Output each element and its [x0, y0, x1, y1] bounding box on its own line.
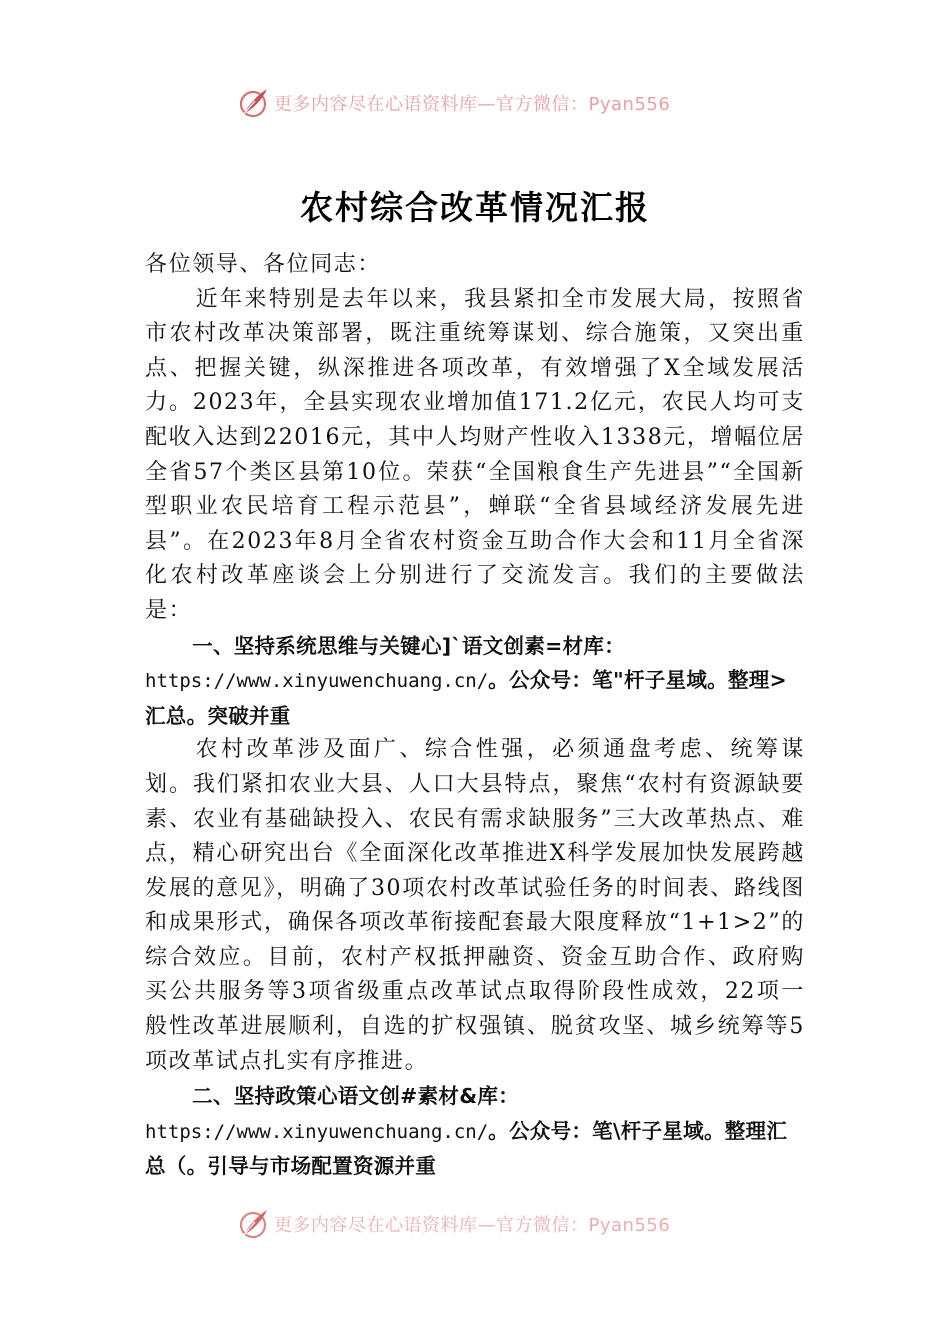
footer-watermark — [236, 1207, 670, 1241]
intro-paragraph: 近年来特别是去年以来，我县紧扣全市发展大局，按照省市农村改革决策部署，既注重统筹谋划、综合施策，又突出重点、把握关键，纵深推进各项改革，有效增强了X全域发展活力。2023年，全县实现农业增加值171.2亿元，农民人均可支配收入达到22016元，其中人均财产性收入1338元，增幅位居全省57个类区县第10位。荣获“全国粮食生产先进县”“全国新型职业农民培育工程示范县”，蝉联“全省县域经济发展先进县”。在2023年8月全省农村资金互助合作大会和11月全省深化农村改革座谈会上分别进行了交流发言。我们的主要做法是： — [145, 286, 805, 623]
section-1-heading-part-b: 。公众号：笔"杆子星域。整理>汇总。突破并重 — [145, 668, 788, 728]
section-2-heading — [145, 1079, 805, 1184]
section-2-heading-part-a: 二、坚持政策心语文创#素材&库： — [192, 1084, 519, 1109]
section-1-heading-part-a: 一、坚持系统思维与关键心]`语文创素=材库： — [192, 633, 626, 658]
section-2-heading-url: https://www.xinyuwenchuang.cn/ — [145, 1120, 489, 1143]
section-1-heading-url: https://www.xinyuwenchuang.cn/ — [145, 670, 489, 693]
document-body — [145, 248, 805, 1184]
section-2-heading-part-b: 。公众号：笔\杆子星域。整理汇总（。引导与市场配置资源并重 — [145, 1118, 788, 1179]
section-1-body: 农村改革涉及面广、综合性强，必须通盘考虑、统筹谋划。我们紧扣农业大县、人口大县特点，聚焦“农村有资源缺要素、农业有基础缺投入、农民有需求缺服务”三大改革热点、难点，精心研究出台《全面深化改革推进X科学发展加快发展跨越发展的意见》，明确了30项农村改革试验任务的时间表、路线图和成果形式，确保各项改革衔接配套最大限度释放“1+1>2”的综合效应。目前，农村产权抵押融资、资金互助合作、政府购买公共服务等3项省级重点改革试点取得阶段性成效，22项一般性改革进展顺利，自选的扩权强镇、脱贫攻坚、城乡统筹等5项改革试点扎实有序推进。 — [145, 737, 805, 1074]
quill-logo-icon — [236, 86, 270, 120]
quill-logo-icon — [236, 1207, 270, 1241]
greeting: 各位领导、各位同志： — [145, 252, 382, 277]
header-watermark — [236, 86, 670, 120]
document-title: 农村综合改革情况汇报 — [300, 188, 650, 227]
watermark-text: 更多内容尽在心语资料库—官方微信：Pyan556 — [274, 94, 671, 115]
watermark-text: 更多内容尽在心语资料库—官方微信：Pyan556 — [274, 1215, 671, 1236]
section-1-heading — [145, 629, 805, 734]
